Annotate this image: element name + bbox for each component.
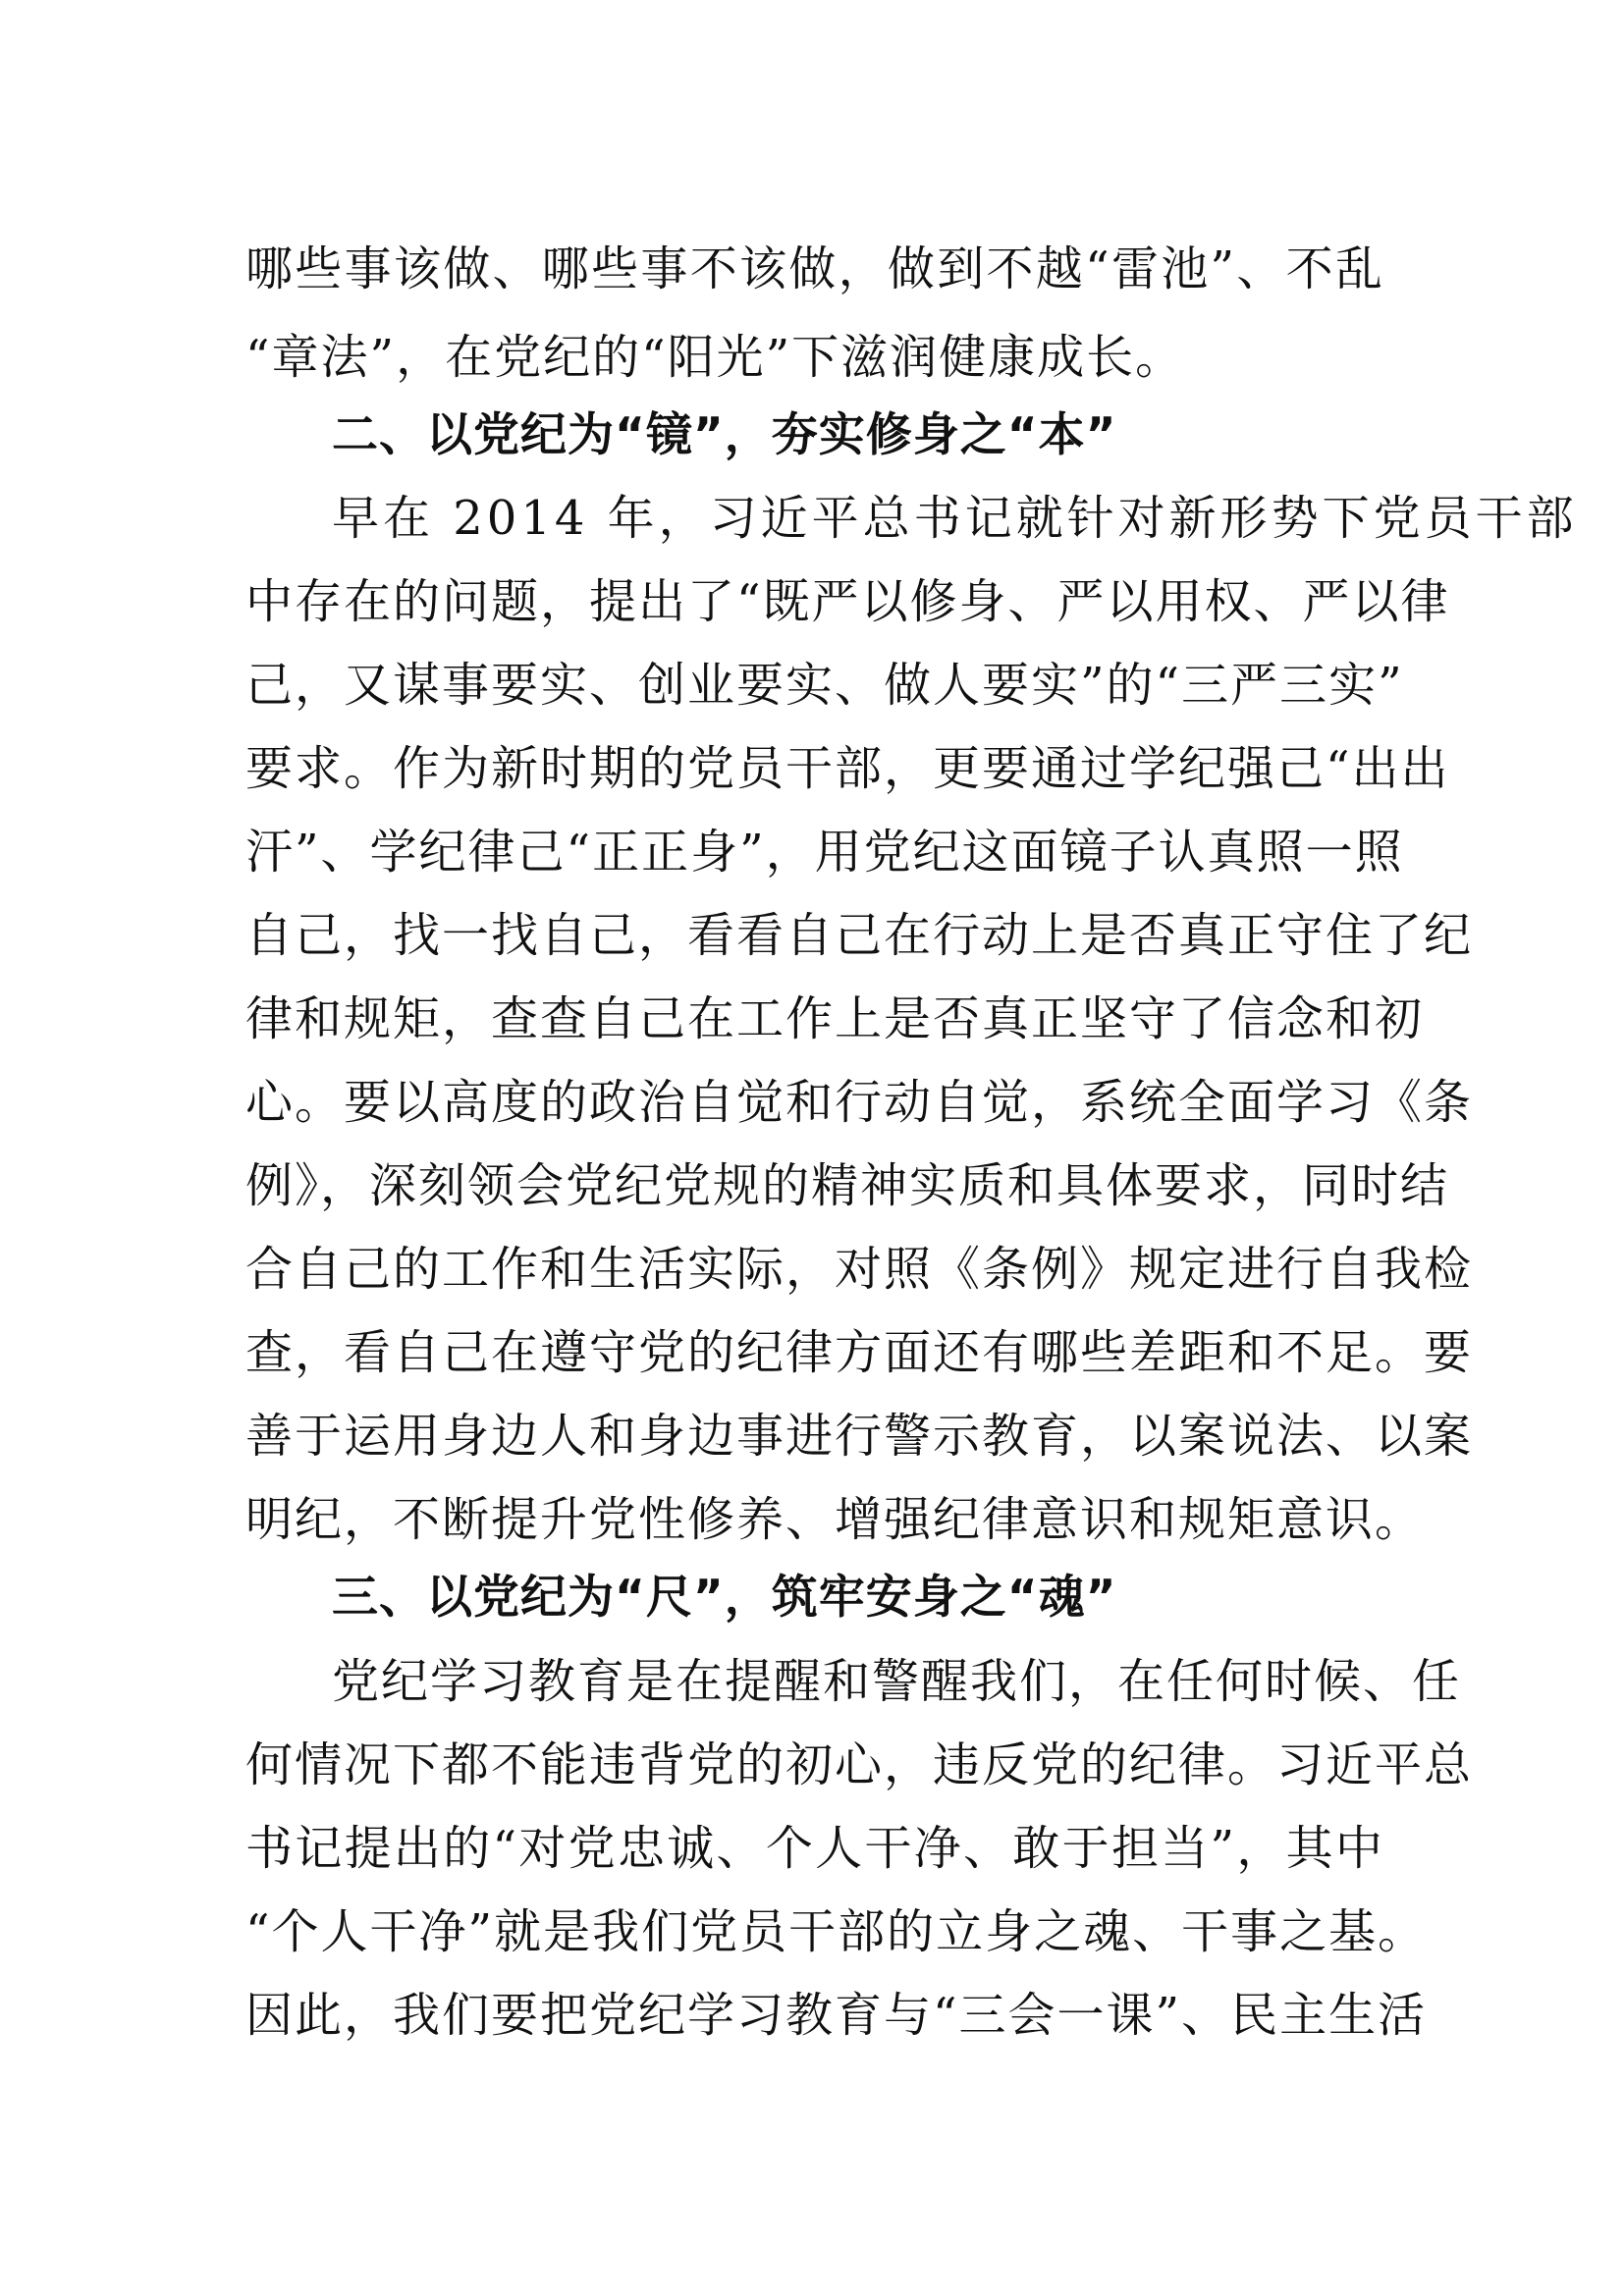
paragraph-line: 心。要以高度的政治自觉和行动自觉，系统全面学习《条 xyxy=(245,1075,1474,1130)
paragraph-line: 自己，找一找自己，看看自己在行动上是否真正守住了纪 xyxy=(245,908,1474,963)
paragraph-line: 明纪，不断提升党性修养、增强纪律意识和规矩意识。 xyxy=(245,1492,1425,1547)
section-heading-2: 二、以党纪为“镜”，夯实修身之“本” xyxy=(332,408,1117,462)
paragraph-line: 律和规矩，查查自己在工作上是否真正坚守了信念和初 xyxy=(245,991,1425,1046)
paragraph-line: “个人干净”就是我们党员干部的立身之魂、干事之基。 xyxy=(245,1904,1428,1959)
paragraph-line: “章法”，在党纪的“阳光”下滋润健康成长。 xyxy=(245,330,1185,385)
paragraph-line: 例》，深刻领会党纪党规的精神实质和具体要求，同时结 xyxy=(245,1158,1450,1213)
paragraph-line: 合自己的工作和生活实际，对照《条例》规定进行自我检 xyxy=(245,1242,1474,1297)
paragraph-line: 善于运用身边人和身边事进行警示教育，以案说法、以案 xyxy=(245,1409,1474,1464)
paragraph-line: 中存在的问题，提出了“既严以修身、严以用权、严以律 xyxy=(245,574,1450,629)
paragraph-line: 因此，我们要把党纪学习教育与“三会一课”、民主生活 xyxy=(245,1988,1428,2043)
section-heading-3: 三、以党纪为“尺”，筑牢安身之“魂” xyxy=(332,1571,1117,1625)
paragraph-line: 哪些事该做、哪些事不该做，做到不越“雷池”、不乱 xyxy=(245,241,1384,296)
paragraph-line: 早在 2014 年，习近平总书记就针对新形势下党员干部 xyxy=(332,491,1578,546)
paragraph-line: 何情况下都不能违背党的初心，违反党的纪律。习近平总 xyxy=(245,1737,1474,1792)
paragraph-line: 书记提出的“对党忠诚、个人干净、敢于担当”，其中 xyxy=(245,1821,1384,1876)
paragraph-line: 查，看自己在遵守党的纪律方面还有哪些差距和不足。要 xyxy=(245,1325,1474,1380)
paragraph-line: 要求。作为新时期的党员干部，更要通过学纪强己“出出 xyxy=(245,741,1450,796)
paragraph-line: 汗”、学纪律己“正正身”，用党纪这面镜子认真照一照 xyxy=(245,825,1404,880)
paragraph-line: 党纪学习教育是在提醒和警醒我们，在任何时候、任 xyxy=(332,1654,1462,1709)
paragraph-line: 己，又谋事要实、创业要实、做人要实”的“三严三实” xyxy=(245,658,1404,713)
